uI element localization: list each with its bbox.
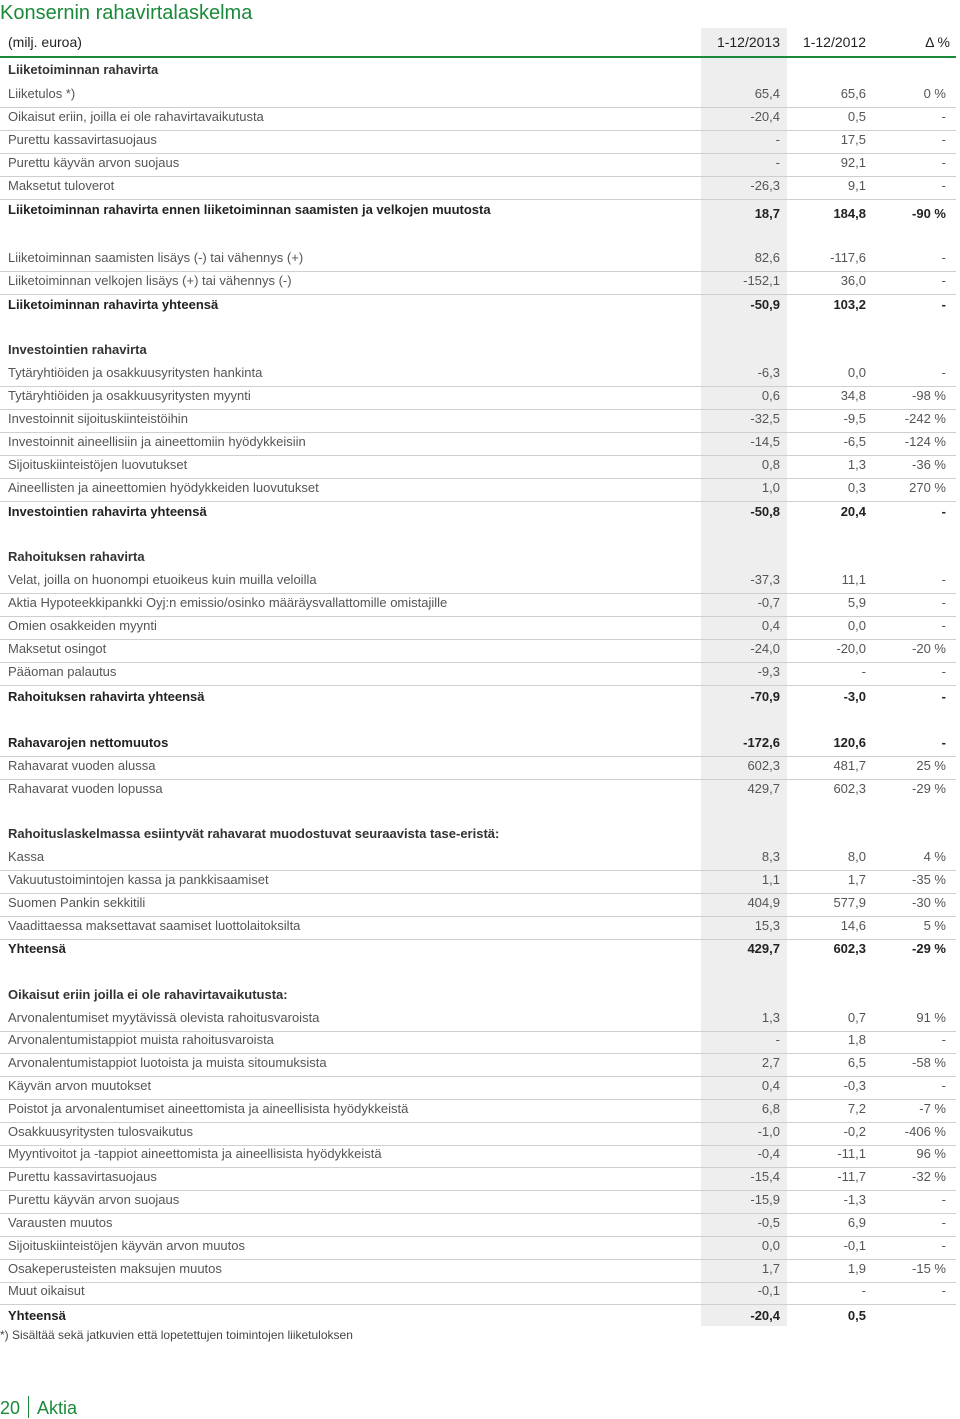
value-2012: 103,2: [833, 297, 866, 312]
value-2013: -14,5: [750, 434, 780, 449]
value-delta: -: [941, 365, 946, 380]
value-delta: -32 %: [912, 1169, 946, 1184]
value-2012: -1,3: [843, 1192, 866, 1207]
value-delta: 4 %: [923, 849, 946, 864]
value-2012: 602,3: [833, 941, 866, 956]
value-2013: 1,0: [761, 480, 780, 495]
value-2013: -15,4: [750, 1169, 780, 1184]
row-label: Aineellisten ja aineettomien hyödykkeiden luovutukset: [8, 480, 319, 495]
value-2013: 18,7: [754, 206, 780, 221]
value-2012: 36,0: [840, 273, 866, 288]
value-2013: -: [775, 1032, 780, 1047]
row-label: Osakeperusteisten maksujen muutos: [8, 1261, 222, 1276]
table-row: [0, 480, 956, 502]
row-label: Arvonalentumistappiot muista rahoitusvaroista: [8, 1032, 274, 1047]
row-label: Oikaisut eriin, joilla ei ole rahavirtavaikutusta: [8, 109, 264, 124]
row-label: Purettu käyvän arvon suojaus: [8, 155, 180, 170]
value-2013: 429,7: [747, 781, 780, 796]
value-delta: -98 %: [912, 388, 946, 403]
value-2012: -11,1: [837, 1146, 866, 1161]
row-label: Yhteensä: [8, 941, 66, 956]
table-row: [0, 618, 956, 640]
value-2013: 0,8: [761, 457, 780, 472]
row-label: Tytäryhtiöiden ja osakkuusyritysten hankinta: [8, 365, 263, 380]
table-row: [0, 434, 956, 456]
value-2013: 82,6: [754, 250, 780, 265]
value-delta: -: [941, 595, 946, 610]
table-row: [0, 1055, 956, 1077]
value-delta: -124 %: [904, 434, 946, 449]
total-row: [0, 1308, 956, 1329]
value-delta: -: [941, 155, 946, 170]
value-2012: 92,1: [840, 155, 866, 170]
value-2012: -6,5: [843, 434, 866, 449]
row-label: Kassa: [8, 849, 45, 864]
value-2013: 0,4: [761, 1078, 780, 1093]
value-2012: 0,5: [847, 109, 866, 124]
row-label: Purettu kassavirtasuojaus: [8, 1169, 157, 1184]
footnote: *) Sisältää sekä jatkuvien että lopetettujen toimintojen liiketuloksen: [0, 1328, 353, 1342]
value-2013: -20,4: [750, 109, 780, 124]
section-heading: [0, 62, 956, 83]
table-row: [0, 1261, 956, 1283]
table-row: [0, 388, 956, 410]
value-2013: -15,9: [750, 1192, 780, 1207]
total-row: [0, 202, 956, 223]
value-2012: 6,9: [847, 1215, 866, 1230]
row-label: Investointien rahavirta: [8, 342, 147, 357]
value-delta: -7 %: [919, 1101, 946, 1116]
value-delta: -58 %: [912, 1055, 946, 1070]
row-label: Rahoituksen rahavirta yhteensä: [8, 689, 205, 704]
value-delta: -: [941, 1215, 946, 1230]
row-label: Vaadittaessa maksettavat saamiset luottolaitoksilta: [8, 918, 301, 933]
table-row: [0, 250, 956, 272]
table-row: [0, 273, 956, 295]
table-row: [0, 781, 956, 802]
value-delta: -: [941, 178, 946, 193]
value-2012: 34,8: [840, 388, 866, 403]
section-heading: [0, 342, 956, 363]
col-2012-header: 1-12/2012: [802, 34, 866, 50]
row-label: Osakkuusyritysten tulosvaikutus: [8, 1124, 193, 1139]
value-2012: 0,3: [847, 480, 866, 495]
value-2012: 9,1: [847, 178, 866, 193]
value-2013: 1,3: [761, 1010, 780, 1025]
value-2013: -37,3: [750, 572, 780, 587]
table-row: [0, 1238, 956, 1260]
value-2013: -0,4: [757, 1146, 780, 1161]
value-delta: -: [941, 109, 946, 124]
value-2012: 17,5: [840, 132, 866, 147]
value-2012: -0,2: [843, 1124, 866, 1139]
value-delta: -242 %: [904, 411, 946, 426]
row-label: Investoinnit aineellisiin ja aineettomiin hyödykkeisiin: [8, 434, 306, 449]
value-delta: -: [941, 1192, 946, 1207]
value-2013: -0,5: [757, 1215, 780, 1230]
total-row: [0, 735, 956, 757]
value-2013: -24,0: [750, 641, 780, 656]
row-label: Liiketoiminnan velkojen lisäys (+) tai vähennys (-): [8, 273, 292, 288]
value-2013: -50,9: [750, 297, 780, 312]
value-delta: 270 %: [909, 480, 946, 495]
value-delta: -90 %: [912, 206, 946, 221]
table-row: [0, 595, 956, 617]
table-row: [0, 457, 956, 479]
value-2013: 429,7: [747, 941, 780, 956]
table-row: [0, 641, 956, 663]
table-row: [0, 1078, 956, 1100]
value-2013: 15,3: [754, 918, 780, 933]
row-label: Rahoituksen rahavirta: [8, 549, 145, 564]
table-row: [0, 918, 956, 940]
page-number: 20: [0, 1398, 21, 1418]
value-2012: 0,5: [847, 1308, 866, 1323]
row-label: Investoinnit sijoituskiinteistöihin: [8, 411, 188, 426]
value-2012: 7,2: [847, 1101, 866, 1116]
value-delta: -: [941, 1078, 946, 1093]
row-label: Aktia Hypoteekkipankki Oyj:n emissio/osinko määräysvallattomille omistajille: [8, 595, 448, 610]
page-title: Konsernin rahavirtalaskelma: [0, 2, 253, 24]
value-2013: -172,6: [743, 735, 780, 750]
value-2012: -20,0: [836, 641, 866, 656]
row-label: Maksetut osingot: [8, 641, 107, 656]
value-2012: -9,5: [843, 411, 866, 426]
table-row: [0, 1215, 956, 1237]
row-label: Maksetut tuloverot: [8, 178, 115, 193]
row-label: Purettu kassavirtasuojaus: [8, 132, 157, 147]
table-row: [0, 1192, 956, 1214]
row-label: Sijoituskiinteistöjen käyvän arvon muutos: [8, 1238, 246, 1253]
value-2012: 0,0: [847, 618, 866, 633]
row-label: Käyvän arvon muutokset: [8, 1078, 152, 1093]
table-row: [0, 178, 956, 200]
value-2013: -50,8: [750, 504, 780, 519]
value-2013: -6,3: [757, 365, 780, 380]
value-2013: 0,6: [761, 388, 780, 403]
table-row: [0, 1010, 956, 1032]
value-delta: -15 %: [912, 1261, 946, 1276]
value-delta: -29 %: [912, 781, 946, 796]
col-2013-header: 1-12/2013: [716, 34, 780, 50]
value-2013: 1,1: [761, 872, 780, 887]
value-delta: -29 %: [912, 941, 946, 956]
table-row: [0, 365, 956, 387]
section-heading: [0, 826, 956, 847]
row-label: Velat, joilla on huonompi etuoikeus kuin muilla veloilla: [8, 572, 317, 587]
row-label: Purettu käyvän arvon suojaus: [8, 1192, 180, 1207]
table-row: [0, 758, 956, 780]
value-delta: -: [941, 132, 946, 147]
value-delta: -: [941, 618, 946, 633]
value-2012: 1,7: [847, 872, 866, 887]
value-delta: -: [941, 297, 946, 312]
value-2012: 120,6: [833, 735, 866, 750]
value-2012: 184,8: [833, 206, 866, 221]
section-heading: [0, 987, 956, 1008]
value-2013: 0,4: [761, 618, 780, 633]
row-label: Arvonalentumiset myytävissä olevista rahoitusvaroista: [8, 1010, 320, 1025]
value-2012: 481,7: [833, 758, 866, 773]
value-2012: 577,9: [833, 895, 866, 910]
row-label: Suomen Pankin sekkitili: [8, 895, 146, 910]
value-2013: -0,7: [757, 595, 780, 610]
value-delta: -: [941, 735, 946, 750]
row-label: Sijoituskiinteistöjen luovutukset: [8, 457, 188, 472]
table-row: [0, 1101, 956, 1123]
row-label: Omien osakkeiden myynti: [8, 618, 157, 633]
table-row: [0, 1124, 956, 1146]
value-2012: 0,0: [847, 365, 866, 380]
value-2012: 602,3: [833, 781, 866, 796]
brand-name: Aktia: [37, 1398, 78, 1418]
table-row: [0, 86, 956, 108]
value-2012: -: [861, 664, 866, 679]
table-row: [0, 1169, 956, 1191]
value-2013: -: [775, 132, 780, 147]
value-2013: 6,8: [761, 1101, 780, 1116]
value-delta: 25 %: [916, 758, 946, 773]
table-row: [0, 572, 956, 594]
value-delta: 5 %: [923, 918, 946, 933]
value-2013: -26,3: [750, 178, 780, 193]
row-label: Oikaisut eriin joilla ei ole rahavirtavaikutusta:: [8, 987, 288, 1002]
value-2013: -70,9: [750, 689, 780, 704]
table-row: [0, 849, 956, 871]
row-label: Vakuutustoimintojen kassa ja pankkisaamiset: [8, 872, 269, 887]
row-label: Pääoman palautus: [8, 664, 117, 679]
row-label: Rahavarat vuoden alussa: [8, 758, 156, 773]
value-2012: -0,1: [843, 1238, 866, 1253]
row-label: Liiketulos *): [8, 86, 76, 101]
value-delta: 0 %: [923, 86, 946, 101]
row-label: Rahoituslaskelmassa esiintyvät rahavarat muodostuvat seuraavista tase-eristä:: [8, 826, 500, 841]
value-delta: -: [941, 664, 946, 679]
value-2013: -0,1: [757, 1283, 780, 1298]
row-label: Yhteensä: [8, 1308, 66, 1323]
row-label: Muut oikaisut: [8, 1283, 85, 1298]
row-label: Myyntivoitot ja -tappiot aineettomista ja aineellisista hyödykkeistä: [8, 1146, 382, 1161]
value-2012: 6,5: [847, 1055, 866, 1070]
row-label: Varausten muutos: [8, 1215, 113, 1230]
total-row: [0, 504, 956, 525]
value-2013: 0,0: [761, 1238, 780, 1253]
value-2013: 2,7: [761, 1055, 780, 1070]
table-row: [0, 872, 956, 894]
row-label: Liiketoiminnan rahavirta ennen liiketoiminnan saamisten ja velkojen muutosta: [8, 202, 491, 217]
value-2013: -20,4: [750, 1308, 780, 1323]
value-delta: -20 %: [912, 641, 946, 656]
value-2012: 5,9: [847, 595, 866, 610]
value-delta: 96 %: [916, 1146, 946, 1161]
value-2012: 1,8: [847, 1032, 866, 1047]
value-2012: -0,3: [843, 1078, 866, 1093]
total-row: [0, 689, 956, 710]
value-delta: 91 %: [916, 1010, 946, 1025]
col-delta-header: Δ %: [925, 34, 950, 50]
row-label: Liiketoiminnan saamisten lisäys (-) tai vähennys (+): [8, 250, 304, 265]
value-2012: -3,0: [843, 689, 866, 704]
value-2012: -117,6: [830, 250, 866, 265]
value-2013: -9,3: [757, 664, 780, 679]
value-delta: -: [941, 273, 946, 288]
table-row: [0, 895, 956, 917]
table-row: [0, 411, 956, 433]
value-2012: 11,1: [841, 572, 866, 587]
value-2012: 8,0: [847, 849, 866, 864]
value-2012: -: [861, 1283, 866, 1298]
row-label: Poistot ja arvonalentumiset aineettomista ja aineellisista hyödykkeistä: [8, 1101, 409, 1116]
value-delta: -: [941, 504, 946, 519]
value-2013: 1,7: [761, 1261, 780, 1276]
table-row: [0, 1146, 956, 1168]
value-delta: -406 %: [904, 1124, 946, 1139]
value-2012: 20,4: [840, 504, 866, 519]
value-2013: 65,4: [754, 86, 780, 101]
table-header: [0, 30, 956, 58]
unit-label: (milj. euroa): [8, 34, 82, 50]
value-2012: 1,9: [847, 1261, 866, 1276]
value-2013: -32,5: [750, 411, 780, 426]
row-label: Investointien rahavirta yhteensä: [8, 504, 207, 519]
total-row: [0, 941, 956, 962]
value-2013: 404,9: [747, 895, 780, 910]
value-delta: -: [941, 572, 946, 587]
footer-divider: [28, 1396, 29, 1418]
value-2012: 14,6: [840, 918, 866, 933]
table-row: [0, 1283, 956, 1305]
value-2012: -11,7: [837, 1169, 866, 1184]
table-row: [0, 132, 956, 154]
value-2013: 602,3: [747, 758, 780, 773]
table-row: [0, 664, 956, 686]
row-label: Liiketoiminnan rahavirta: [8, 62, 159, 77]
value-2013: 8,3: [761, 849, 780, 864]
value-2013: -1,0: [757, 1124, 780, 1139]
page-footer: [0, 1396, 77, 1419]
table-row: [0, 155, 956, 177]
value-2012: 65,6: [840, 86, 866, 101]
value-delta: -: [941, 1238, 946, 1253]
value-2012: 0,7: [847, 1010, 866, 1025]
row-label: Liiketoiminnan rahavirta yhteensä: [8, 297, 219, 312]
value-delta: -: [941, 1032, 946, 1047]
row-label: Arvonalentumistappiot luotoista ja muista sitoumuksista: [8, 1055, 327, 1070]
value-delta: -30 %: [912, 895, 946, 910]
value-2012: 1,3: [847, 457, 866, 472]
value-2013: -: [775, 155, 780, 170]
section-heading: [0, 549, 956, 570]
value-delta: -: [941, 250, 946, 265]
value-2013: -152,1: [743, 273, 780, 288]
value-delta: -35 %: [912, 872, 946, 887]
row-label: Rahavarojen nettomuutos: [8, 735, 169, 750]
value-delta: -: [941, 689, 946, 704]
value-delta: -36 %: [912, 457, 946, 472]
row-label: Tytäryhtiöiden ja osakkuusyritysten myynti: [8, 388, 251, 403]
row-label: Rahavarat vuoden lopussa: [8, 781, 163, 796]
table-row: [0, 1032, 956, 1054]
total-row: [0, 297, 956, 318]
value-delta: -: [941, 1283, 946, 1298]
table-row: [0, 109, 956, 131]
